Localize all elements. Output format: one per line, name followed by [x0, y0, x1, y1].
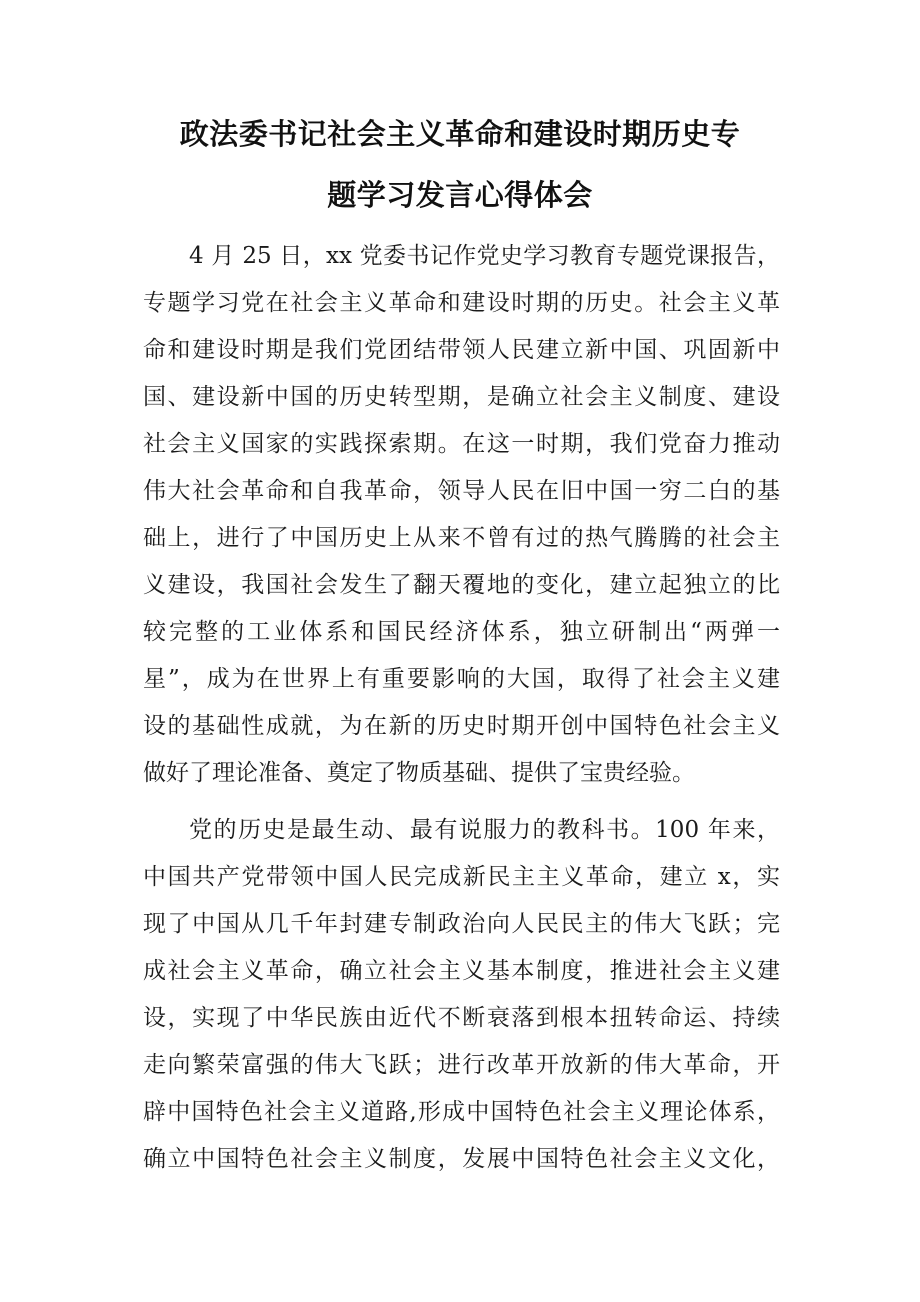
paragraph-line: 义建设，我国社会发生了翻天覆地的变化，建立起独立的比 — [143, 572, 780, 598]
paragraph-line: 现了中国从几千年封建专制政治向人民民主的伟大飞跃；完 — [143, 911, 780, 937]
paragraph-line: 命和建设时期是我们党团结带领人民建立新中国、巩固新中 — [143, 337, 780, 363]
paragraph-line: 伟大社会革命和自我革命，领导人民在旧中国一穷二白的基 — [143, 478, 780, 504]
paragraph-line: 4 月 25 日，xx 党委书记作党史学习教育专题党课报告， — [189, 243, 780, 269]
paragraph-line: 成社会主义革命，确立社会主义基本制度，推进社会主义建 — [143, 958, 780, 984]
paragraph-line: 础上，进行了中国历史上从来不曾有过的热气腾腾的社会主 — [143, 525, 780, 551]
paragraph-line: 中国共产党带领中国人民完成新民主主义革命，建立 x，实 — [143, 864, 780, 890]
paragraph-line: 较完整的工业体系和国民经济体系，独立研制出“两弹一 — [143, 619, 780, 645]
paragraph-line: 设，实现了中华民族由近代不断衰落到根本扭转命运、持续 — [143, 1005, 780, 1031]
document-title-line-2: 题学习发言心得体会 — [327, 178, 593, 212]
paragraph-line: 党的历史是最生动、最有说服力的教科书。100 年来， — [189, 817, 780, 843]
paragraph-line: 设的基础性成就，为在新的历史时期开创中国特色社会主义 — [143, 713, 780, 739]
document-title-line-1: 政法委书记社会主义革命和建设时期历史专 — [179, 117, 741, 151]
paragraph-line: 确立中国特色社会主义制度，发展中国特色社会主义文化， — [143, 1146, 780, 1172]
paragraph-line: 做好了理论准备、奠定了物质基础、提供了宝贵经验。 — [143, 760, 695, 786]
paragraph-line: 社会主义国家的实践探索期。在这一时期，我们党奋力推动 — [143, 431, 780, 457]
paragraph-line: 专题学习党在社会主义革命和建设时期的历史。社会主义革 — [143, 290, 780, 316]
paragraph-line: 星”，成为在世界上有重要影响的大国，取得了社会主义建 — [143, 666, 780, 692]
paragraph-line: 国、建设新中国的历史转型期，是确立社会主义制度、建设 — [143, 384, 780, 410]
paragraph-line: 走向繁荣富强的伟大飞跃；进行改革开放新的伟大革命，开 — [143, 1052, 780, 1078]
paragraph-line: 辟中国特色社会主义道路,形成中国特色社会主义理论体系， — [143, 1099, 780, 1125]
